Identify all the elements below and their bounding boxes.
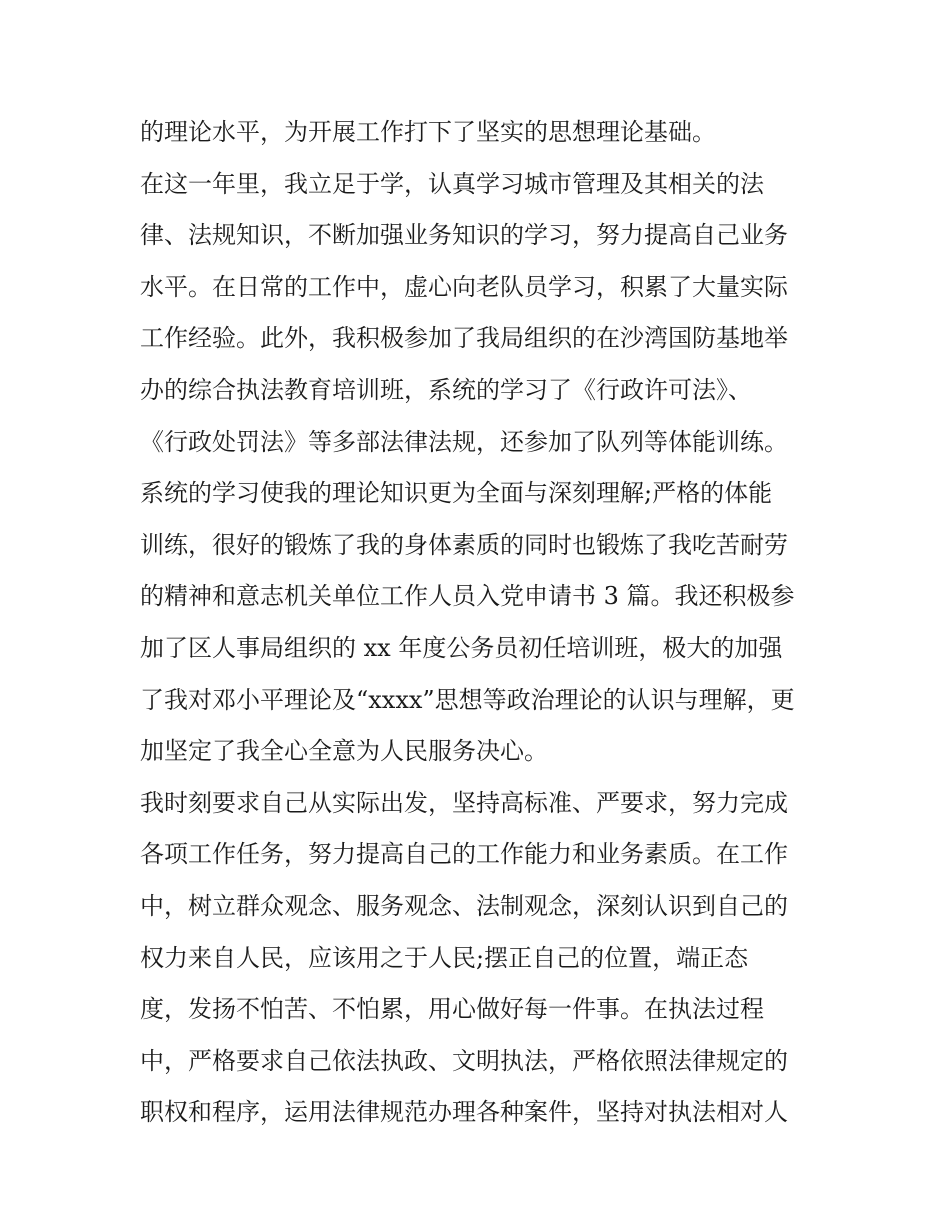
text-line: 的理论水平，为开展工作打下了坚实的思想理论基础。: [140, 118, 716, 146]
document-body: [140, 107, 820, 1139]
text-line: 职权和程序，运用法律规范办理各种案件，坚持对执法相对人: [140, 1098, 788, 1127]
text-line: 中，严格要求自己依法执政、文明执法，严格依照法律规定的: [140, 1046, 788, 1075]
text-line: 度，发扬不怕苦、不怕累，用心做好每一件事。在执法过程: [140, 995, 764, 1024]
text-line: 加坚定了我全心全意为人民服务决心。: [140, 737, 548, 766]
text-line: 的精神和意志机关单位工作人员入党申请书 3 篇。我还积极参: [140, 582, 795, 611]
text-line: 《行政处罚法》等多部法律法规，还参加了队列等体能训练。: [140, 427, 788, 456]
text-line: 律、法规知识，不断加强业务知识的学习，努力提高自己业务: [140, 221, 788, 250]
text-line: 水平。在日常的工作中，虚心向老队员学习，积累了大量实际: [140, 272, 788, 301]
text-line: 加了区人事局组织的 xx 年度公务员初任培训班，极大的加强: [140, 633, 783, 662]
text-line: 中，树立群众观念、服务观念、法制观念，深刻认识到自己的: [140, 891, 788, 920]
text-line: 系统的学习使我的理论知识更为全面与深刻理解;严格的体能: [140, 479, 773, 508]
text-line: 训练，很好的锻炼了我的身体素质的同时也锻炼了我吃苦耐劳: [140, 530, 788, 559]
text-line: 权力来自人民，应该用之于人民;摆正自己的位置，端正态: [140, 943, 749, 972]
text-line: 了我对邓小平理论及“xxxx”思想等政治理论的认识与理解，更: [140, 685, 795, 714]
text-line: 在这一年里，我立足于学，认真学习城市管理及其相关的法: [140, 169, 764, 198]
text-line: 各项工作任务，努力提高自己的工作能力和业务素质。在工作: [140, 840, 788, 869]
text-line: 工作经验。此外，我积极参加了我局组织的在沙湾国防基地举: [140, 324, 788, 353]
text-line: 我时刻要求自己从实际出发，坚持高标准、严要求，努力完成: [140, 788, 788, 817]
text-line: 办的综合执法教育培训班，系统的学习了《行政许可法》、: [140, 375, 752, 404]
